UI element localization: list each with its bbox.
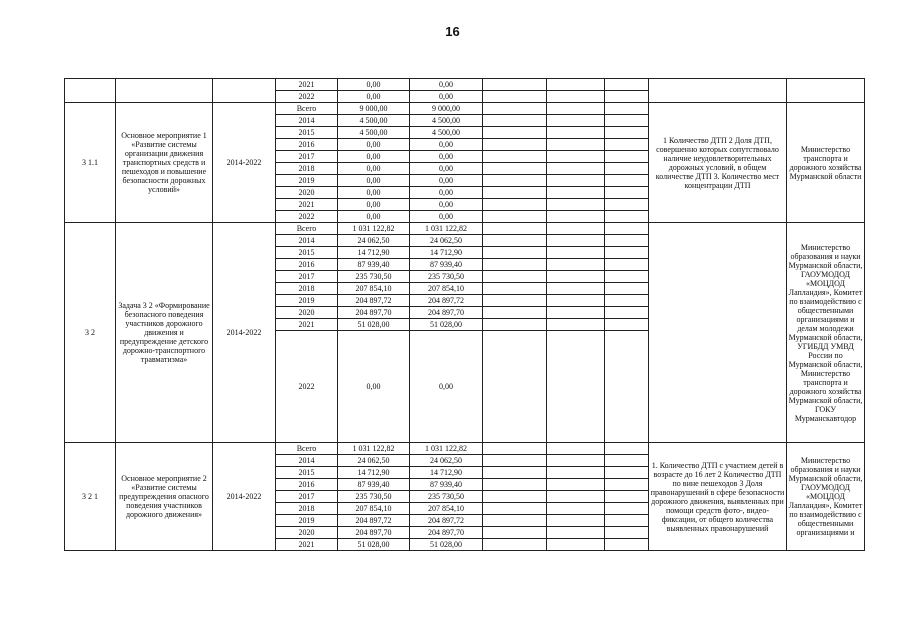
empty-cell	[605, 163, 649, 175]
amount-budget-cell: 4 500,00	[410, 115, 483, 127]
empty-cell	[547, 163, 605, 175]
row-code: 3 2	[65, 223, 116, 443]
amount-budget-cell: 24 062,50	[410, 235, 483, 247]
empty-cell	[547, 443, 605, 455]
empty-cell	[547, 139, 605, 151]
row-indicators	[649, 79, 787, 103]
amount-budget-cell: 0,00	[410, 79, 483, 91]
empty-cell	[605, 211, 649, 223]
year-cell: 2020	[276, 307, 338, 319]
empty-cell	[547, 319, 605, 331]
empty-cell	[605, 295, 649, 307]
empty-cell	[483, 443, 547, 455]
amount-budget-cell: 0,00	[410, 139, 483, 151]
empty-cell	[605, 271, 649, 283]
empty-cell	[483, 235, 547, 247]
amount-budget-cell: 4 500,00	[410, 127, 483, 139]
empty-cell	[483, 79, 547, 91]
empty-cell	[483, 295, 547, 307]
empty-cell	[483, 283, 547, 295]
amount-budget-cell: 0,00	[410, 199, 483, 211]
empty-cell	[547, 187, 605, 199]
amount-total-cell: 14 712,90	[338, 467, 410, 479]
amount-budget-cell: 1 031 122,82	[410, 443, 483, 455]
row-period: 2014-2022	[213, 223, 276, 443]
empty-cell	[605, 259, 649, 271]
empty-cell	[483, 467, 547, 479]
empty-cell	[605, 443, 649, 455]
empty-cell	[483, 151, 547, 163]
empty-cell	[483, 103, 547, 115]
amount-budget-cell: 0,00	[410, 151, 483, 163]
empty-cell	[483, 503, 547, 515]
table-row	[65, 443, 865, 455]
amount-budget-cell: 204 897,72	[410, 295, 483, 307]
empty-cell	[547, 223, 605, 235]
year-cell: 2017	[276, 491, 338, 503]
empty-cell	[547, 151, 605, 163]
amount-budget-cell: 0,00	[410, 91, 483, 103]
empty-cell	[605, 103, 649, 115]
year-cell: 2015	[276, 127, 338, 139]
empty-cell	[547, 467, 605, 479]
amount-total-cell: 0,00	[338, 163, 410, 175]
year-cell: 2016	[276, 479, 338, 491]
row-executor: Министерство транспорта и дорожного хозяйства Мурманской области	[787, 103, 865, 223]
empty-cell	[605, 127, 649, 139]
row-indicators	[649, 223, 787, 443]
amount-total-cell: 207 854,10	[338, 503, 410, 515]
empty-cell	[547, 199, 605, 211]
empty-cell	[547, 539, 605, 551]
amount-budget-cell: 0,00	[410, 331, 483, 443]
empty-cell	[547, 331, 605, 443]
empty-cell	[547, 247, 605, 259]
empty-cell	[547, 307, 605, 319]
empty-cell	[547, 235, 605, 247]
empty-cell	[605, 307, 649, 319]
amount-total-cell: 235 730,50	[338, 491, 410, 503]
empty-cell	[483, 319, 547, 331]
empty-cell	[483, 331, 547, 443]
page-number: 16	[445, 24, 460, 39]
empty-cell	[605, 503, 649, 515]
amount-budget-cell: 207 854,10	[410, 283, 483, 295]
amount-total-cell: 0,00	[338, 91, 410, 103]
empty-cell	[605, 467, 649, 479]
amount-budget-cell: 235 730,50	[410, 491, 483, 503]
year-cell: 2022	[276, 91, 338, 103]
amount-total-cell: 51 028,00	[338, 539, 410, 551]
amount-total-cell: 0,00	[338, 151, 410, 163]
amount-budget-cell: 204 897,70	[410, 307, 483, 319]
empty-cell	[605, 199, 649, 211]
year-cell: 2020	[276, 527, 338, 539]
amount-total-cell: 24 062,50	[338, 455, 410, 467]
empty-cell	[483, 91, 547, 103]
amount-total-cell: 87 939,40	[338, 479, 410, 491]
amount-total-cell: 0,00	[338, 211, 410, 223]
empty-cell	[605, 331, 649, 443]
amount-budget-cell: 51 028,00	[410, 319, 483, 331]
empty-cell	[547, 271, 605, 283]
empty-cell	[605, 491, 649, 503]
empty-cell	[547, 491, 605, 503]
empty-cell	[547, 127, 605, 139]
amount-total-cell: 0,00	[338, 79, 410, 91]
year-cell: 2018	[276, 163, 338, 175]
amount-total-cell: 0,00	[338, 187, 410, 199]
empty-cell	[483, 259, 547, 271]
year-cell: 2021	[276, 79, 338, 91]
amount-total-cell: 207 854,10	[338, 283, 410, 295]
amount-total-cell: 4 500,00	[338, 115, 410, 127]
year-cell: 2022	[276, 331, 338, 443]
empty-cell	[605, 187, 649, 199]
empty-cell	[547, 175, 605, 187]
amount-total-cell: 24 062,50	[338, 235, 410, 247]
table-row	[65, 223, 865, 235]
empty-cell	[547, 79, 605, 91]
amount-total-cell: 204 897,70	[338, 527, 410, 539]
row-code: 3 2 1	[65, 443, 116, 551]
empty-cell	[483, 139, 547, 151]
empty-cell	[547, 515, 605, 527]
year-cell: 2020	[276, 187, 338, 199]
row-period: 2014-2022	[213, 103, 276, 223]
empty-cell	[605, 247, 649, 259]
year-cell: 2015	[276, 467, 338, 479]
empty-cell	[547, 91, 605, 103]
amount-budget-cell: 9 000,00	[410, 103, 483, 115]
empty-cell	[483, 527, 547, 539]
empty-cell	[547, 211, 605, 223]
row-code	[65, 79, 116, 103]
program-table	[64, 78, 865, 551]
year-cell: Всего	[276, 103, 338, 115]
amount-total-cell: 0,00	[338, 175, 410, 187]
amount-total-cell: 0,00	[338, 199, 410, 211]
amount-budget-cell: 0,00	[410, 211, 483, 223]
empty-cell	[605, 283, 649, 295]
amount-total-cell: 14 712,90	[338, 247, 410, 259]
row-description: Основное мероприятие 2 «Развитие системы предупреждения опасного поведения участников дорожного движения»	[116, 443, 213, 551]
row-executor: Министерство образования и науки Мурманской области, ГАОУМОДОД «МОЦДОД Лапландия», Комитет по взаимодействию с общественными организациями и	[787, 443, 865, 551]
year-cell: 2014	[276, 235, 338, 247]
row-description	[116, 79, 213, 103]
amount-budget-cell: 51 028,00	[410, 539, 483, 551]
empty-cell	[605, 539, 649, 551]
empty-cell	[483, 115, 547, 127]
amount-total-cell: 204 897,72	[338, 295, 410, 307]
empty-cell	[547, 479, 605, 491]
empty-cell	[483, 307, 547, 319]
amount-total-cell: 0,00	[338, 331, 410, 443]
amount-total-cell: 204 897,72	[338, 515, 410, 527]
row-description: Задача 3 2 «Формирование безопасного поведения участников дорожного движения и предупреждение детского дорожно-транспортного травматизма»	[116, 223, 213, 443]
amount-total-cell: 87 939,40	[338, 259, 410, 271]
amount-total-cell: 9 000,00	[338, 103, 410, 115]
empty-cell	[483, 271, 547, 283]
empty-cell	[605, 235, 649, 247]
empty-cell	[483, 175, 547, 187]
amount-total-cell: 1 031 122,82	[338, 223, 410, 235]
row-indicators: 1. Количество ДТП с участием детей в возрасте до 16 лет 2 Количество ДТП по вине пешеходов 3 Доля правонарушений в сфере безопасности дорожного движения, выявленных при помощи средств фото-, видео-фиксации, от общего количества выявленных правонарушений	[649, 443, 787, 551]
year-cell: 2015	[276, 247, 338, 259]
empty-cell	[483, 515, 547, 527]
empty-cell	[483, 187, 547, 199]
row-description: Основное мероприятие 1 «Развитие системы организации движения транспортных средств и пешеходов и повышение безопасности дорожных условий»	[116, 103, 213, 223]
amount-budget-cell: 204 897,70	[410, 527, 483, 539]
amount-budget-cell: 1 031 122,82	[410, 223, 483, 235]
empty-cell	[547, 503, 605, 515]
amount-total-cell: 51 028,00	[338, 319, 410, 331]
empty-cell	[483, 163, 547, 175]
table-row	[65, 103, 865, 115]
amount-budget-cell: 14 712,90	[410, 467, 483, 479]
year-cell: 2014	[276, 115, 338, 127]
amount-budget-cell: 87 939,40	[410, 479, 483, 491]
year-cell: 2014	[276, 455, 338, 467]
amount-budget-cell: 14 712,90	[410, 247, 483, 259]
amount-budget-cell: 235 730,50	[410, 271, 483, 283]
amount-total-cell: 4 500,00	[338, 127, 410, 139]
row-period: 2014-2022	[213, 443, 276, 551]
empty-cell	[605, 319, 649, 331]
empty-cell	[605, 479, 649, 491]
year-cell: 2021	[276, 199, 338, 211]
empty-cell	[605, 91, 649, 103]
amount-total-cell: 235 730,50	[338, 271, 410, 283]
amount-total-cell: 1 031 122,82	[338, 443, 410, 455]
amount-budget-cell: 207 854,10	[410, 503, 483, 515]
empty-cell	[605, 139, 649, 151]
empty-cell	[605, 455, 649, 467]
empty-cell	[605, 115, 649, 127]
amount-budget-cell: 0,00	[410, 187, 483, 199]
year-cell: 2019	[276, 175, 338, 187]
year-cell: 2021	[276, 539, 338, 551]
year-cell: 2018	[276, 283, 338, 295]
year-cell: 2017	[276, 151, 338, 163]
year-cell: 2022	[276, 211, 338, 223]
empty-cell	[483, 199, 547, 211]
amount-budget-cell: 204 897,72	[410, 515, 483, 527]
year-cell: 2018	[276, 503, 338, 515]
empty-cell	[547, 295, 605, 307]
empty-cell	[605, 79, 649, 91]
empty-cell	[483, 223, 547, 235]
year-cell: 2019	[276, 295, 338, 307]
row-executor: Министерство образования и науки Мурманской области, ГАОУМОДОД «МОЦДОД Лапландия», Комитет по взаимодействию с общественными организациями и делам молодежи Мурманской области, УГИБДД УМВД России по Мурманской области, Министерство транспорта и дорожного хозяйства Мурманской области, ГОКУ Мурманскавтодор	[787, 223, 865, 443]
table-row	[65, 79, 865, 91]
row-executor	[787, 79, 865, 103]
amount-budget-cell: 24 062,50	[410, 455, 483, 467]
amount-budget-cell: 0,00	[410, 163, 483, 175]
empty-cell	[547, 103, 605, 115]
empty-cell	[547, 527, 605, 539]
empty-cell	[605, 151, 649, 163]
amount-total-cell: 204 897,70	[338, 307, 410, 319]
year-cell: 2016	[276, 259, 338, 271]
empty-cell	[483, 455, 547, 467]
empty-cell	[605, 515, 649, 527]
row-code: 3 1.1	[65, 103, 116, 223]
amount-budget-cell: 0,00	[410, 175, 483, 187]
year-cell: 2017	[276, 271, 338, 283]
empty-cell	[547, 283, 605, 295]
empty-cell	[547, 115, 605, 127]
empty-cell	[483, 247, 547, 259]
empty-cell	[605, 527, 649, 539]
year-cell: 2021	[276, 319, 338, 331]
empty-cell	[483, 479, 547, 491]
year-cell: Всего	[276, 443, 338, 455]
empty-cell	[547, 455, 605, 467]
year-cell: Всего	[276, 223, 338, 235]
row-indicators: 1 Количество ДТП 2 Доля ДТП, совершенно которых сопутствовало наличие неудовлетворительных дорожных условий, в общем количестве ДТП 3. Количество мест концентрации ДТП	[649, 103, 787, 223]
empty-cell	[605, 175, 649, 187]
row-period	[213, 79, 276, 103]
year-cell: 2016	[276, 139, 338, 151]
empty-cell	[483, 211, 547, 223]
empty-cell	[547, 259, 605, 271]
empty-cell	[605, 223, 649, 235]
amount-total-cell: 0,00	[338, 139, 410, 151]
empty-cell	[483, 539, 547, 551]
empty-cell	[483, 127, 547, 139]
empty-cell	[483, 491, 547, 503]
amount-budget-cell: 87 939,40	[410, 259, 483, 271]
year-cell: 2019	[276, 515, 338, 527]
